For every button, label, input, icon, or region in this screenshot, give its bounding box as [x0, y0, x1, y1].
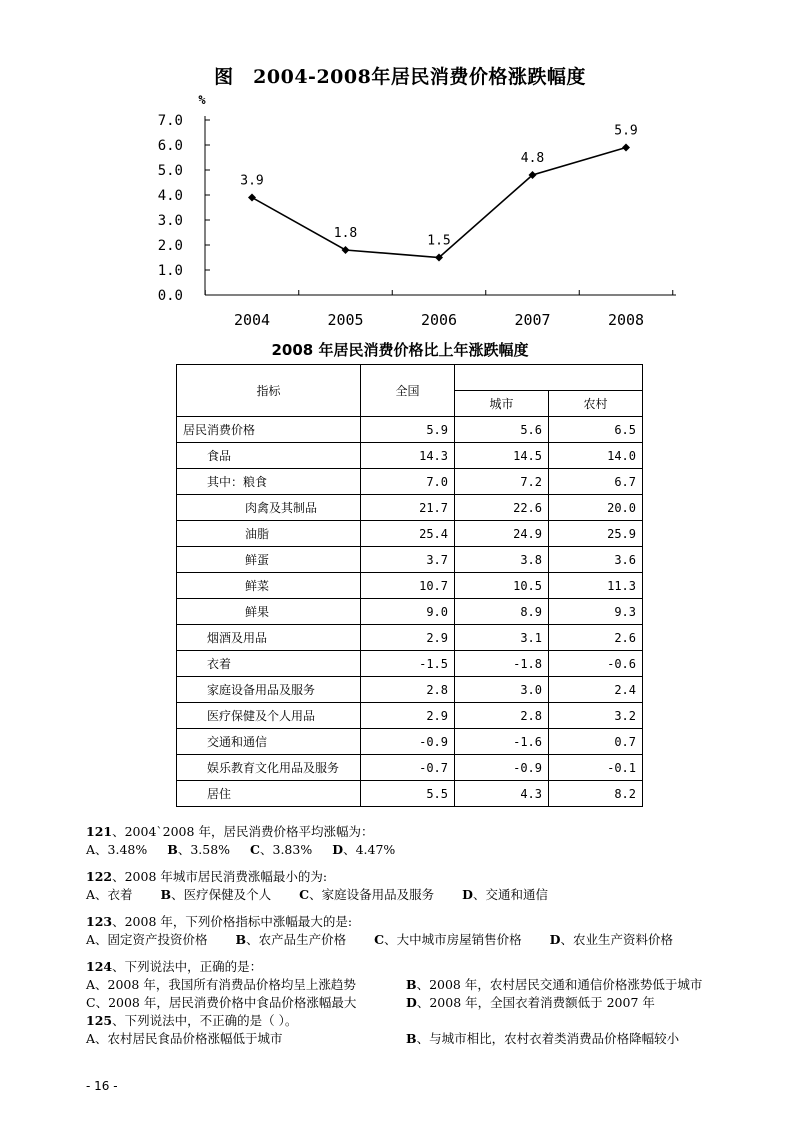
option-b: B、3.58%: [167, 842, 231, 857]
y-tick-label: 6.0: [157, 138, 183, 154]
y-tick-label: 7.0: [157, 113, 183, 129]
x-tick-label: 2005: [327, 311, 364, 329]
x-tick-label: 2008: [607, 311, 645, 329]
cell-national: 9.0: [361, 599, 455, 625]
cell-rural: 3.2: [549, 703, 643, 729]
question-123: [86, 913, 776, 949]
data-label: 1.5: [427, 233, 451, 249]
row-label: 鲜菜: [177, 573, 361, 599]
question-124: [86, 958, 776, 1012]
cell-national: 14.3: [361, 443, 455, 469]
cell-city: 10.5: [455, 573, 549, 599]
row-label: 居住: [177, 781, 361, 807]
page-number: - 16 -: [86, 1079, 118, 1093]
table-row: [177, 781, 643, 807]
cell-city: 2.8: [455, 703, 549, 729]
cell-rural: 11.3: [549, 573, 643, 599]
header-city: 城市: [455, 391, 549, 417]
cell-national: 25.4: [361, 521, 455, 547]
row-label: 医疗保健及个人用品: [177, 703, 361, 729]
data-label: 5.9: [614, 123, 638, 139]
data-point: [248, 194, 256, 202]
option-a: A、衣着: [86, 887, 133, 902]
chart-title: 图 2004-2008年居民消费价格涨跌幅度: [214, 66, 586, 88]
cell-city: 8.9: [455, 599, 549, 625]
cell-city: 3.0: [455, 677, 549, 703]
row-label: 居民消费价格: [177, 417, 361, 443]
row-label: 烟酒及用品: [177, 625, 361, 651]
row-label: 肉禽及其制品: [177, 495, 361, 521]
cell-rural: 6.7: [549, 469, 643, 495]
cell-city: 3.1: [455, 625, 549, 651]
data-label: 3.9: [240, 173, 264, 189]
row-label: 娱乐教育文化用品及服务: [177, 755, 361, 781]
option-c: C、3.83%: [250, 842, 313, 857]
y-tick-label: 5.0: [157, 163, 183, 179]
question-stem: 、下列说法中，正确的是：: [112, 959, 263, 974]
cell-rural: 6.5: [549, 417, 643, 443]
data-label: 4.8: [520, 151, 545, 166]
row-label: 食品: [177, 443, 361, 469]
cell-national: 2.8: [361, 677, 455, 703]
row-label: 家庭设备用品及服务: [177, 677, 361, 703]
header-indicator: 指标: [177, 365, 361, 417]
cell-national: 10.7: [361, 573, 455, 599]
row-label: 油脂: [177, 521, 361, 547]
question-number: 122: [86, 869, 113, 884]
cell-rural: 20.0: [549, 495, 643, 521]
y-tick-label: 4.0: [157, 188, 183, 204]
option-a: A、3.48%: [86, 842, 148, 857]
row-label: 其中：粮食: [177, 469, 361, 495]
cell-national: 5.5: [361, 781, 455, 807]
table-row: [177, 729, 643, 755]
cell-city: 7.2: [455, 469, 549, 495]
cell-national: 3.7: [361, 547, 455, 573]
table-row: [177, 755, 643, 781]
y-axis-unit-label: %: [198, 93, 206, 107]
question-125: [86, 1012, 776, 1048]
table-row: [177, 495, 643, 521]
question-number: 123: [86, 914, 113, 929]
table-row: [177, 469, 643, 495]
y-tick-label: 1.0: [157, 263, 183, 279]
price-change-table: [176, 364, 643, 807]
question-number: 121: [86, 824, 113, 839]
header-national: 全国: [361, 365, 455, 417]
y-tick-label: 0.0: [157, 288, 183, 304]
table-row: [177, 443, 643, 469]
cell-national: -1.5: [361, 651, 455, 677]
cell-national: 2.9: [361, 703, 455, 729]
y-tick-label: 3.0: [157, 213, 183, 229]
cell-city: 4.3: [455, 781, 549, 807]
data-point: [622, 144, 630, 152]
table-row: [177, 547, 643, 573]
question-121: [86, 823, 776, 859]
option-d: D、农业生产资料价格: [549, 932, 673, 947]
option-d: D、2008 年，全国衣着消费额低于 2007 年: [406, 995, 655, 1010]
cell-rural: 14.0: [549, 443, 643, 469]
cell-national: 7.0: [361, 469, 455, 495]
row-label: 衣着: [177, 651, 361, 677]
cell-rural: 9.3: [549, 599, 643, 625]
cell-city: 24.9: [455, 521, 549, 547]
cell-rural: 2.6: [549, 625, 643, 651]
option-a: A、2008 年，我国所有消费品价格均呈上涨趋势: [86, 977, 356, 992]
question-list: [86, 823, 776, 1057]
row-label: 鲜蛋: [177, 547, 361, 573]
cell-rural: -0.6: [549, 651, 643, 677]
table-row: [177, 651, 643, 677]
question-stem: 、下列说法中，不正确的是（ ）。: [112, 1013, 298, 1028]
table-row: [177, 573, 643, 599]
header-rural: 农村: [549, 391, 643, 417]
x-tick-label: 2007: [514, 311, 551, 329]
cell-national: -0.7: [361, 755, 455, 781]
option-b: B、2008 年，农村居民交通和通信价格涨势低于城市: [406, 977, 703, 992]
cell-rural: 0.7: [549, 729, 643, 755]
x-tick-label: 2004: [233, 311, 271, 329]
cell-rural: -0.1: [549, 755, 643, 781]
header-group-blank: [455, 365, 643, 391]
cell-city: 22.6: [455, 495, 549, 521]
table-row: [177, 417, 643, 443]
option-b: B、医疗保健及个人: [160, 887, 272, 902]
cell-national: 5.9: [361, 417, 455, 443]
cell-rural: 25.9: [549, 521, 643, 547]
cell-city: -1.6: [455, 729, 549, 755]
cell-city: -1.8: [455, 651, 549, 677]
table-title: 2008 年居民消费价格比上年涨跌幅度: [271, 341, 529, 359]
option-c: C、家庭设备用品及服务: [299, 887, 435, 902]
cell-national: 21.7: [361, 495, 455, 521]
cell-city: -0.9: [455, 755, 549, 781]
cell-national: -0.9: [361, 729, 455, 755]
table-row: [177, 703, 643, 729]
row-label: 鲜果: [177, 599, 361, 625]
data-point: [342, 246, 350, 254]
table-row: [177, 677, 643, 703]
y-tick-label: 2.0: [157, 238, 183, 254]
data-label: 1.8: [333, 226, 358, 241]
option-c: C、2008 年，居民消费价格中食品价格涨幅最大: [86, 995, 357, 1010]
cell-rural: 2.4: [549, 677, 643, 703]
line-chart: [0, 90, 800, 335]
question-stem: 、2008 年城市居民消费涨幅最小的为:: [112, 869, 328, 884]
cell-national: 2.9: [361, 625, 455, 651]
option-b: B、农产品生产价格: [235, 932, 347, 947]
cell-rural: 3.6: [549, 547, 643, 573]
x-tick-label: 2006: [420, 311, 458, 329]
option-a: A、农村居民食品价格涨幅低于城市: [86, 1031, 283, 1046]
option-d: D、交通和通信: [462, 887, 548, 902]
cell-city: 5.6: [455, 417, 549, 443]
question-number: 124: [86, 959, 113, 974]
question-number: 125: [86, 1013, 113, 1028]
question-122: [86, 868, 776, 904]
table-row: [177, 625, 643, 651]
table-row: [177, 599, 643, 625]
row-label: 交通和通信: [177, 729, 361, 755]
option-c: C、大中城市房屋销售价格: [374, 932, 522, 947]
cell-city: 3.8: [455, 547, 549, 573]
option-d: D、4.47%: [332, 842, 396, 857]
question-stem: 、2004`2008 年，居民消费价格平均涨幅为：: [112, 824, 374, 839]
cell-city: 14.5: [455, 443, 549, 469]
cell-rural: 8.2: [549, 781, 643, 807]
option-b: B、与城市相比，农村衣着类消费品价格降幅较小: [406, 1031, 680, 1046]
option-a: A、固定资产投资价格: [86, 932, 208, 947]
table-row: [177, 521, 643, 547]
question-stem: 、2008 年，下列价格指标中涨幅最大的是:: [112, 914, 353, 929]
